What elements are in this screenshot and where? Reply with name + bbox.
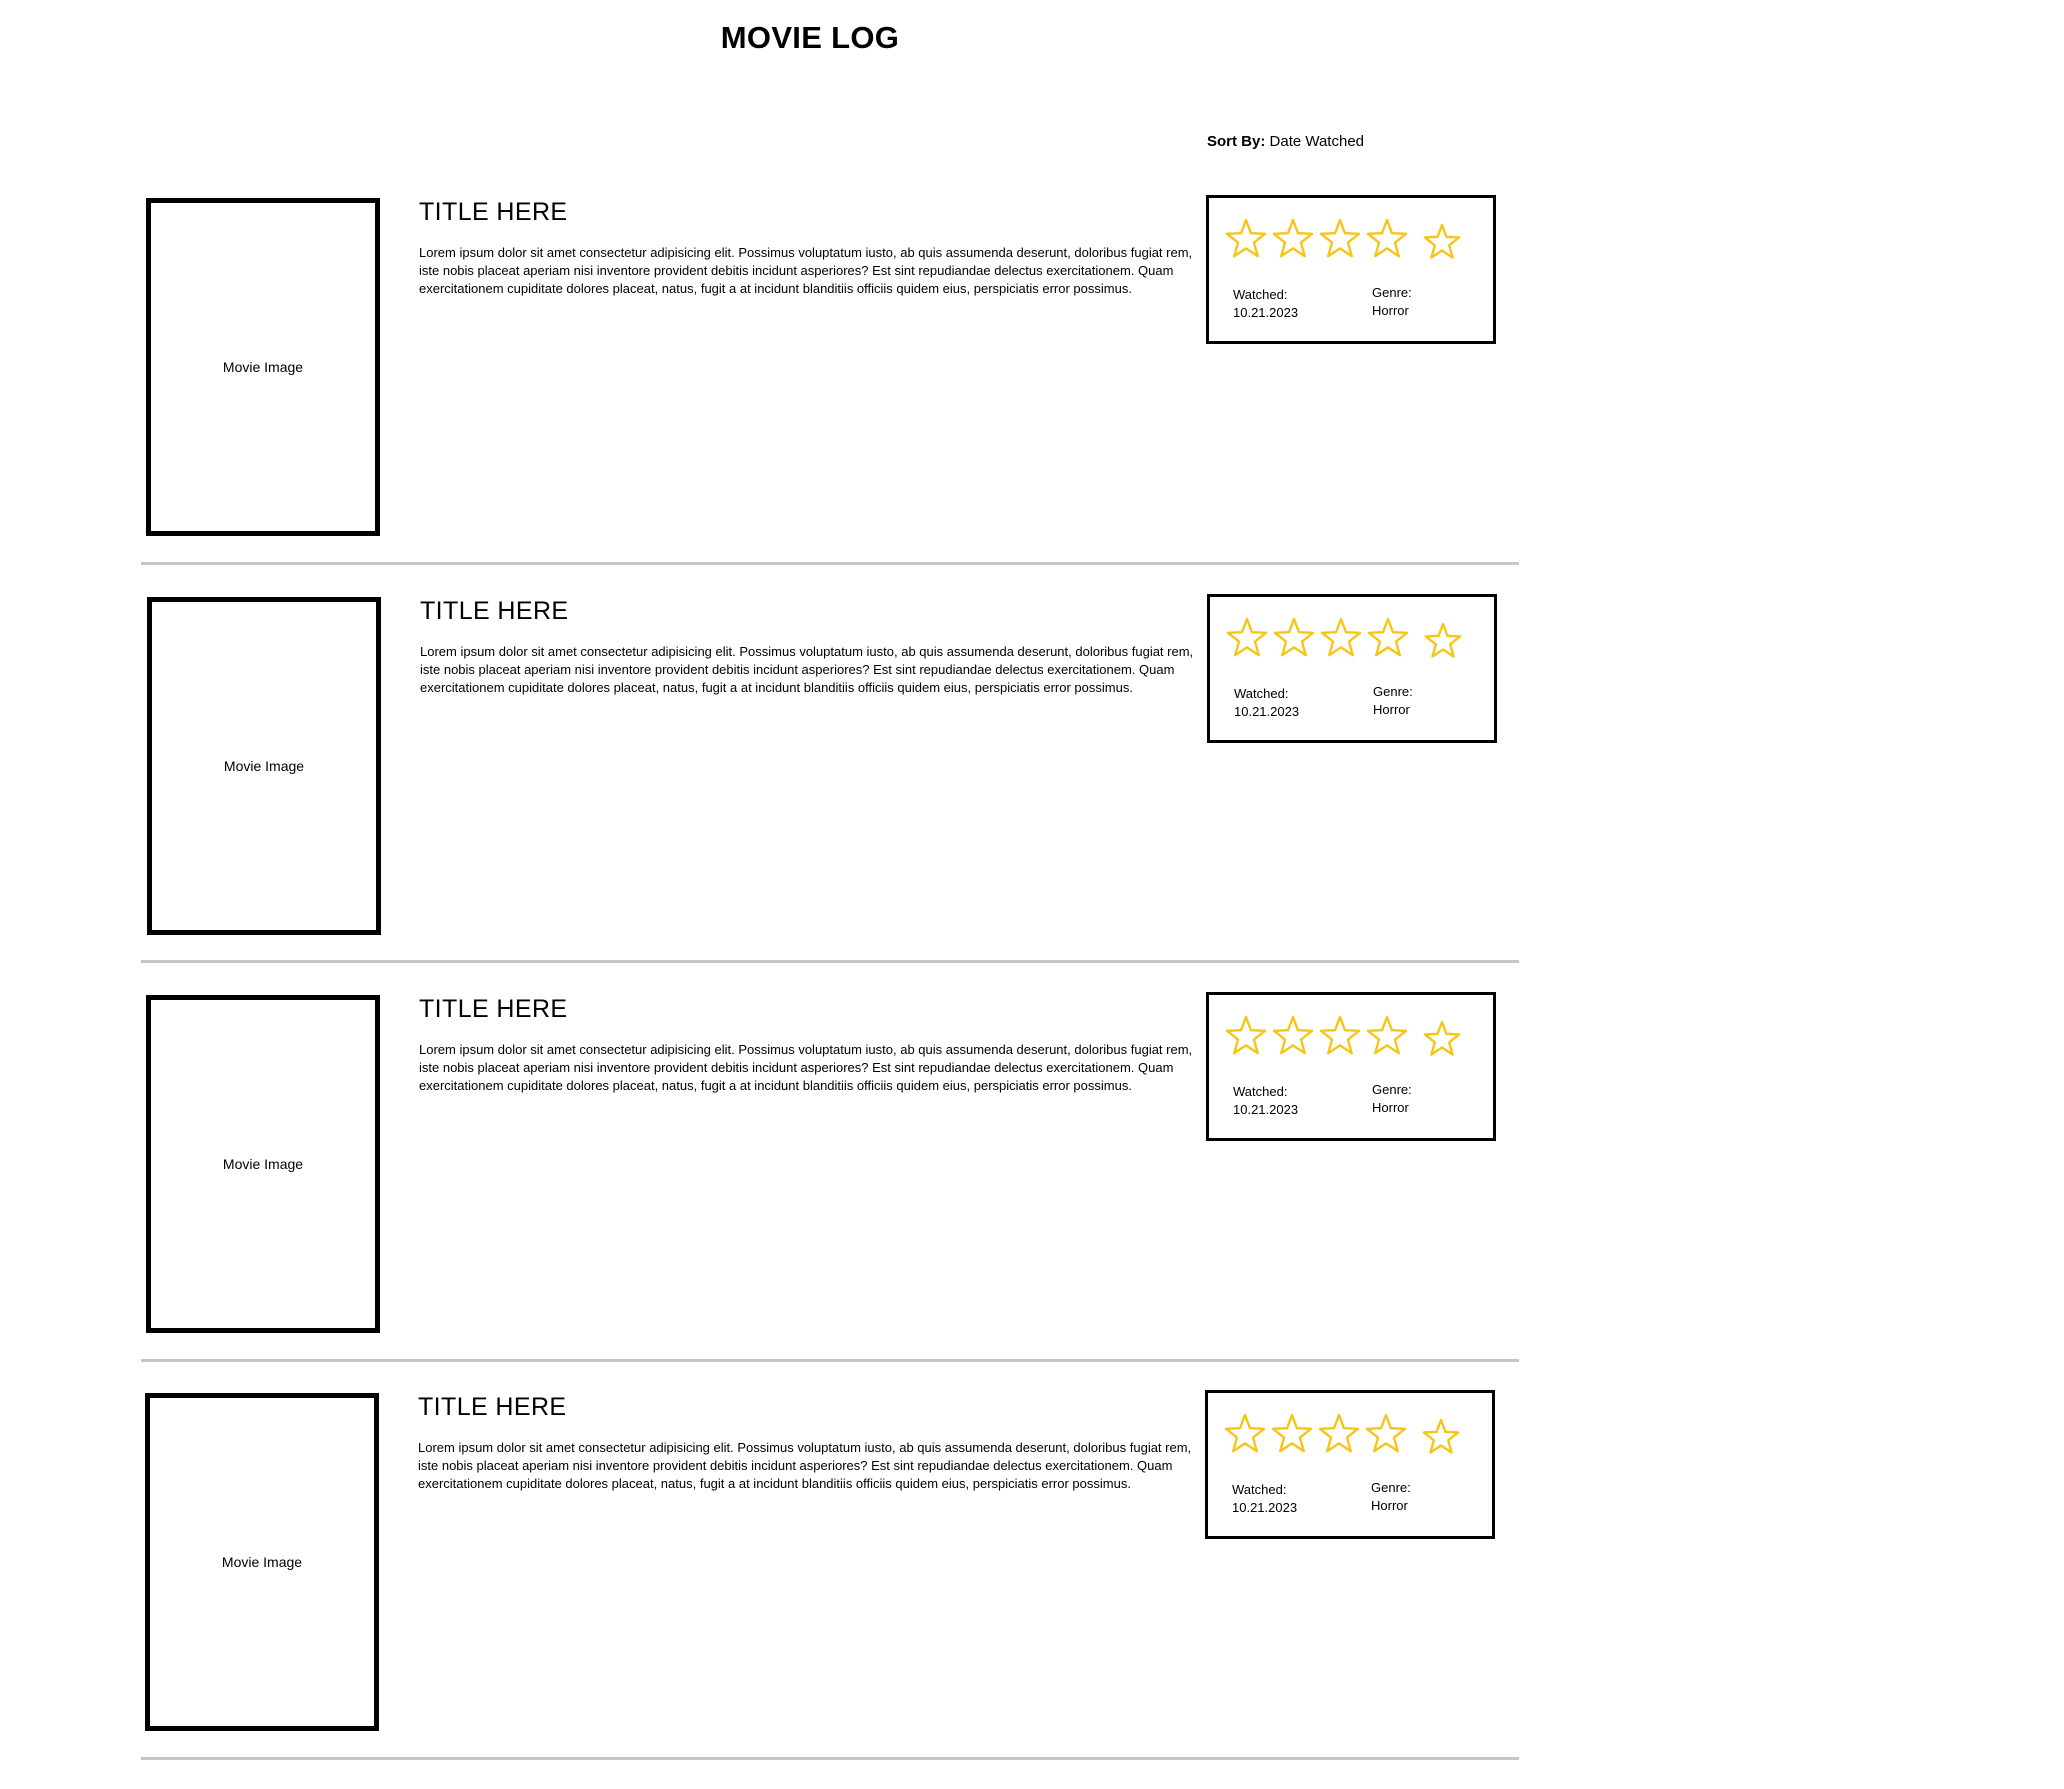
star-icon[interactable] [1367,617,1409,659]
movie-title[interactable]: TITLE HERE [419,198,568,226]
star-icon[interactable] [1226,617,1268,659]
star-icon[interactable] [1365,1413,1407,1455]
movie-description: Lorem ipsum dolor sit amet consectetur adipisicing elit. Possimus voluptatum iusto, ab quis assumenda deserunt, doloribus fugiat rem, iste nobis placeat aperiam nisi inventore provident debitis incidunt asperiores? Est sint repudiandae delectus exercitationem. Quam exercitationem cupiditate dolores placeat, natus, fugit a at incidunt blanditiis officiis quidem eius, perspiciatis error possimus. [418,1440,1192,1491]
genre-label: Genre: [1371,1480,1411,1495]
entry-divider [141,960,1519,963]
star-icon[interactable] [1272,218,1314,260]
star-icon[interactable] [1271,1413,1313,1455]
star-icon[interactable] [1366,218,1408,260]
genre-value: Horror [1371,1498,1408,1513]
star-rating[interactable] [1226,617,1464,659]
watched-label: Watched: [1233,1084,1288,1099]
star-icon[interactable] [1320,617,1362,659]
watched-info [1232,1481,1297,1517]
movie-image-label: Movie Image [221,1554,303,1570]
star-icon[interactable] [1421,218,1463,260]
movie-image-label: Movie Image [223,758,305,774]
movie-image[interactable] [146,198,380,536]
genre-info [1373,683,1413,719]
star-rating[interactable] [1225,218,1463,260]
movie-image-label: Movie Image [222,1156,304,1172]
star-rating[interactable] [1225,1015,1463,1057]
movie-title[interactable]: TITLE HERE [420,597,569,625]
movie-image[interactable] [146,995,380,1333]
movie-entry [0,198,1540,594]
star-icon[interactable] [1420,1413,1462,1455]
star-icon[interactable] [1225,1015,1267,1057]
movie-image[interactable] [145,1393,379,1731]
movie-info-card [1207,594,1497,743]
movie-description: Lorem ipsum dolor sit amet consectetur adipisicing elit. Possimus voluptatum iusto, ab quis assumenda deserunt, doloribus fugiat rem, iste nobis placeat aperiam nisi inventore provident debitis incidunt asperiores? Est sint repudiandae delectus exercitationem. Quam exercitationem cupiditate dolores placeat, natus, fugit a at incidunt blanditiis officiis quidem eius, perspiciatis error possimus. [419,1042,1193,1093]
genre-value: Horror [1373,702,1410,717]
movie-title[interactable]: TITLE HERE [418,1393,567,1421]
star-rating[interactable] [1224,1413,1462,1455]
movie-info-card [1206,992,1496,1141]
genre-info [1372,284,1412,320]
star-icon[interactable] [1318,1413,1360,1455]
star-icon[interactable] [1421,1015,1463,1057]
sort-label: Sort By: [1207,133,1266,150]
movie-info-card [1206,195,1496,344]
watched-date: 10.21.2023 [1232,1500,1298,1515]
genre-value: Horror [1372,303,1409,318]
genre-value: Horror [1372,1100,1409,1115]
watched-label: Watched: [1233,287,1288,302]
star-icon[interactable] [1319,1015,1361,1057]
star-icon[interactable] [1225,218,1267,260]
entry-divider [141,1359,1519,1362]
star-icon[interactable] [1319,218,1361,260]
genre-info [1371,1479,1411,1515]
movie-image[interactable] [147,597,381,935]
watched-info [1233,286,1298,322]
watched-date: 10.21.2023 [1233,1102,1299,1117]
star-icon[interactable] [1366,1015,1408,1057]
movie-entry [0,995,1540,1391]
movie-image-label: Movie Image [222,359,304,375]
watched-label: Watched: [1234,686,1289,701]
star-icon[interactable] [1273,617,1315,659]
genre-label: Genre: [1373,684,1413,699]
movie-entry [0,597,1540,993]
page-title: MOVIE LOG [720,20,900,55]
watched-info [1234,685,1299,721]
star-icon[interactable] [1272,1015,1314,1057]
genre-label: Genre: [1372,1082,1412,1097]
movie-entry [0,1393,1540,1789]
movie-description: Lorem ipsum dolor sit amet consectetur adipisicing elit. Possimus voluptatum iusto, ab quis assumenda deserunt, doloribus fugiat rem, iste nobis placeat aperiam nisi inventore provident debitis incidunt asperiores? Est sint repudiandae delectus exercitationem. Quam exercitationem cupiditate dolores placeat, natus, fugit a at incidunt blanditiis officiis quidem eius, perspiciatis error possimus. [420,644,1194,695]
genre-info [1372,1081,1412,1117]
sort-value[interactable]: Date Watched [1269,133,1365,150]
movie-description: Lorem ipsum dolor sit amet consectetur adipisicing elit. Possimus voluptatum iusto, ab quis assumenda deserunt, doloribus fugiat rem, iste nobis placeat aperiam nisi inventore provident debitis incidunt asperiores? Est sint repudiandae delectus exercitationem. Quam exercitationem cupiditate dolores placeat, natus, fugit a at incidunt blanditiis officiis quidem eius, perspiciatis error possimus. [419,245,1193,296]
movie-info-card [1205,1390,1495,1539]
watched-info [1233,1083,1298,1119]
sort-control[interactable] [1207,133,1364,150]
entry-divider [141,1757,1519,1760]
watched-date: 10.21.2023 [1234,704,1300,719]
star-icon[interactable] [1422,617,1464,659]
watched-label: Watched: [1232,1482,1287,1497]
genre-label: Genre: [1372,285,1412,300]
movie-title[interactable]: TITLE HERE [419,995,568,1023]
entry-divider [141,562,1519,565]
star-icon[interactable] [1224,1413,1266,1455]
watched-date: 10.21.2023 [1233,305,1299,320]
